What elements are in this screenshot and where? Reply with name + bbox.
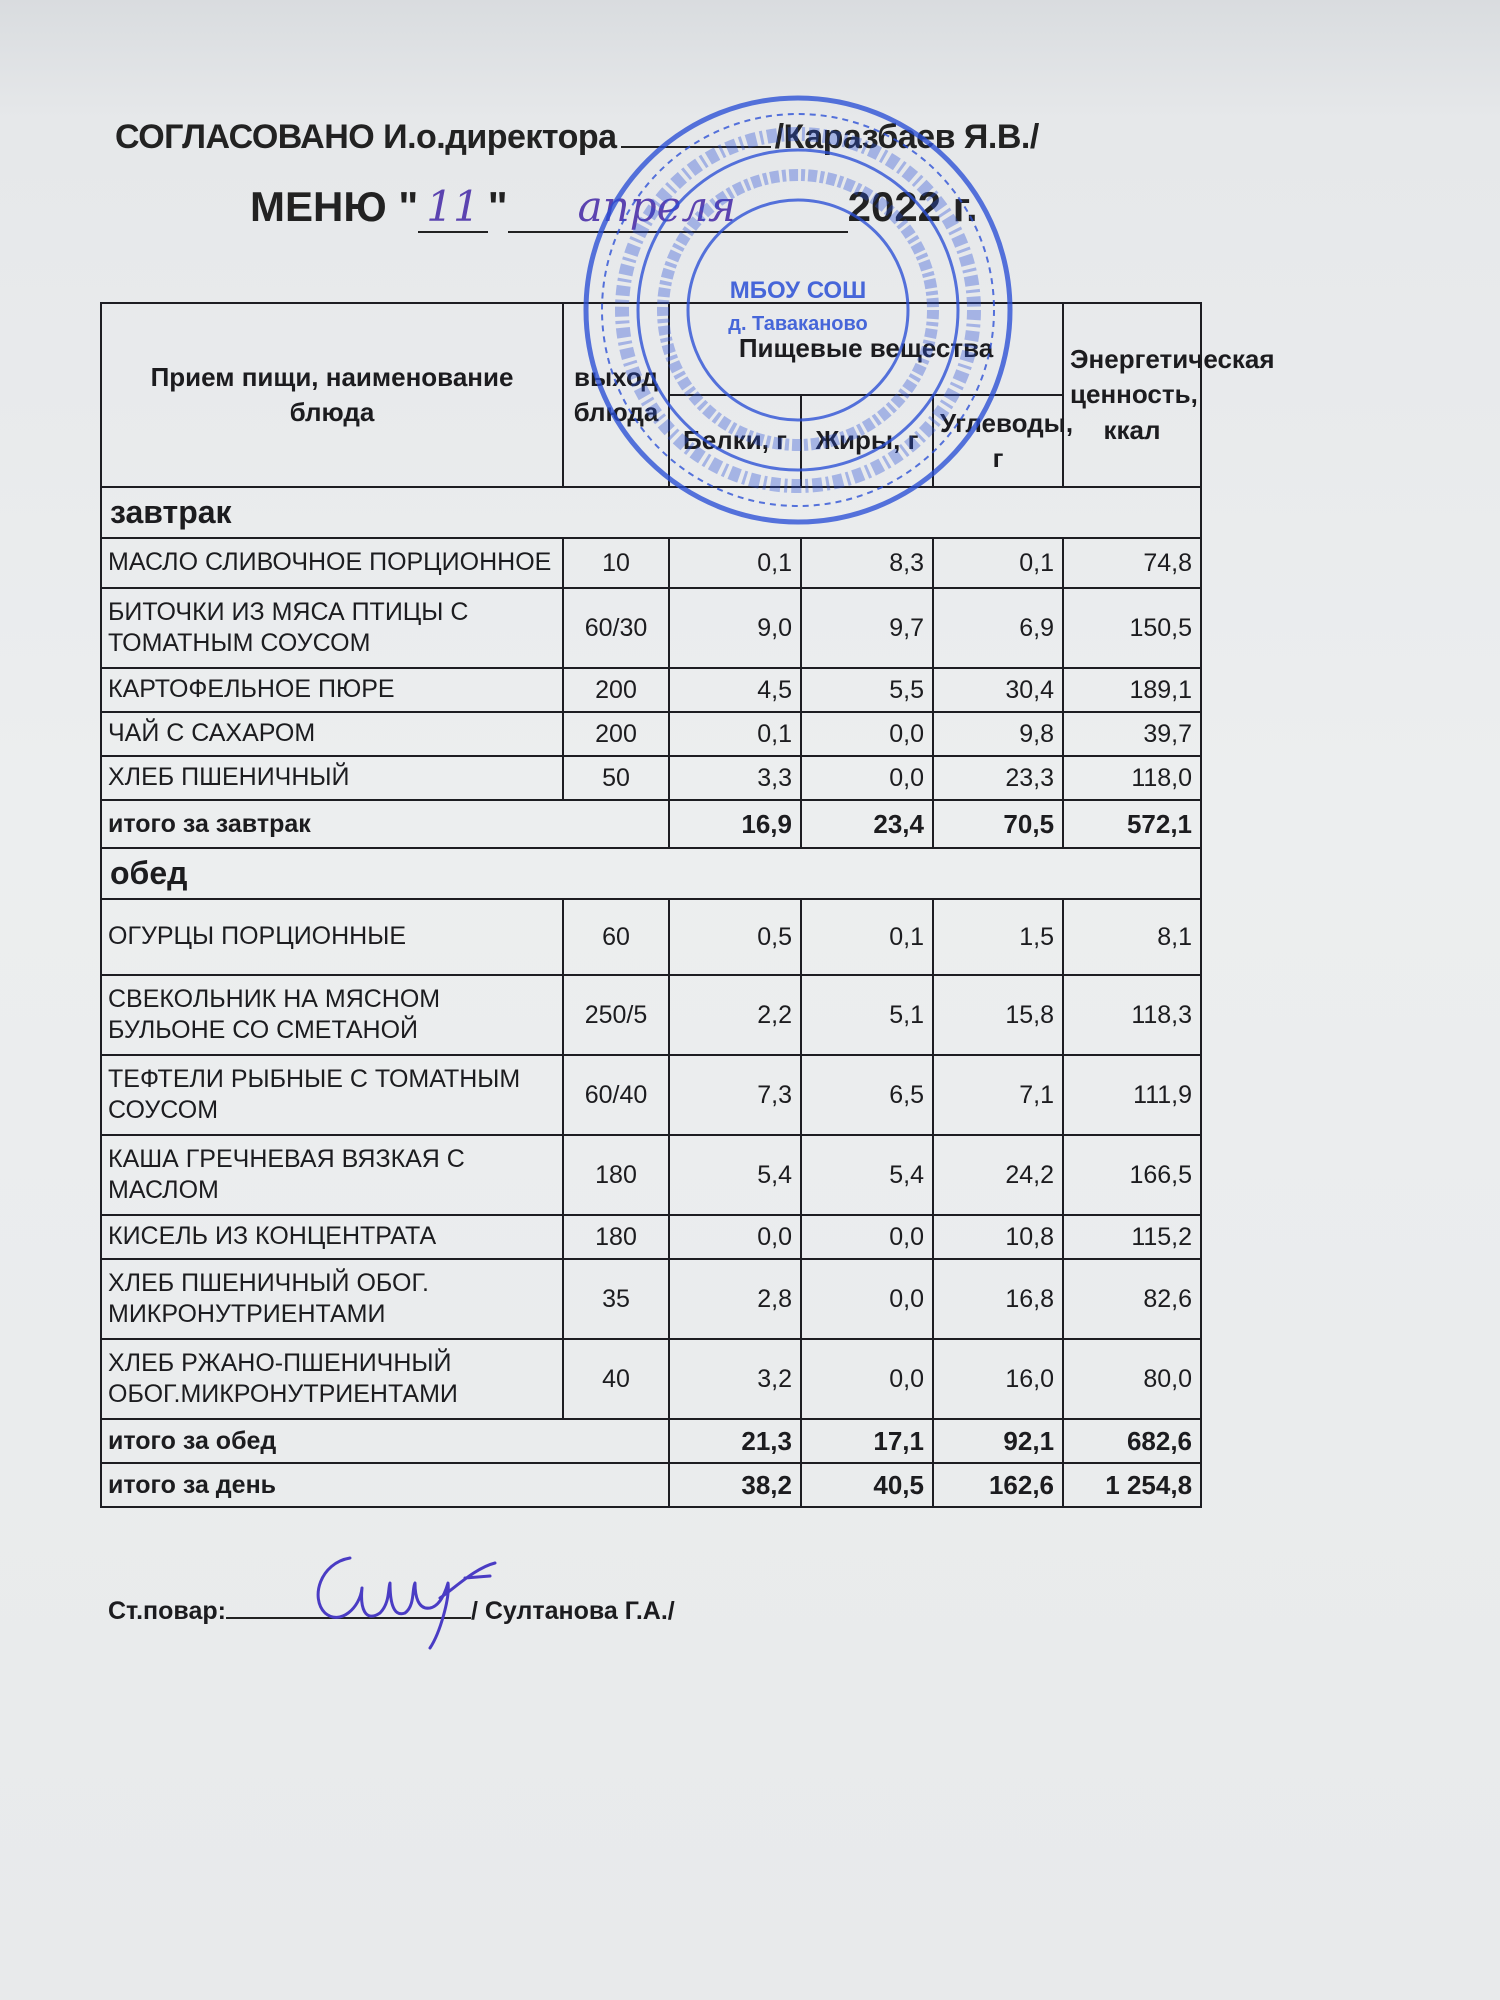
section-breakfast xyxy=(101,487,1201,538)
header-protein: Белки, г xyxy=(669,395,801,487)
dish-energy: 118,3 xyxy=(1063,975,1201,1055)
total-energy: 1 254,8 xyxy=(1063,1463,1201,1507)
dish-energy: 8,1 xyxy=(1063,899,1201,975)
dish-fat: 0,0 xyxy=(801,1259,933,1339)
dish-energy: 118,0 xyxy=(1063,756,1201,800)
dish-name: МАСЛО СЛИВОЧНОЕ ПОРЦИОННОЕ xyxy=(101,538,563,588)
dish-fat: 0,0 xyxy=(801,1339,933,1419)
dish-energy: 189,1 xyxy=(1063,668,1201,712)
dish-carbs: 15,8 xyxy=(933,975,1063,1055)
dish-energy: 150,5 xyxy=(1063,588,1201,668)
dish-name: ЧАЙ С САХАРОМ xyxy=(101,712,563,756)
total-energy: 682,6 xyxy=(1063,1419,1201,1463)
dish-energy: 80,0 xyxy=(1063,1339,1201,1419)
total-protein: 16,9 xyxy=(669,800,801,848)
header-yield: выход блюда xyxy=(563,303,669,487)
dish-fat: 0,0 xyxy=(801,756,933,800)
table-row xyxy=(101,668,1201,712)
stamp-center-top: МБОУ СОШ xyxy=(729,277,867,304)
dish-protein: 2,2 xyxy=(669,975,801,1055)
dish-protein: 0,1 xyxy=(669,712,801,756)
dish-fat: 5,4 xyxy=(801,1135,933,1215)
dish-name: ХЛЕБ ПШЕНИЧНЫЙ xyxy=(101,756,563,800)
dish-carbs: 0,1 xyxy=(933,538,1063,588)
table-row xyxy=(101,1339,1201,1419)
menu-date-line xyxy=(250,182,978,233)
dish-protein: 0,5 xyxy=(669,899,801,975)
dish-yield: 200 xyxy=(563,712,669,756)
dish-name: КИСЕЛЬ ИЗ КОНЦЕНТРАТА xyxy=(101,1215,563,1259)
header-energy: Энергетическая ценность, ккал xyxy=(1063,303,1201,487)
dish-yield: 60/30 xyxy=(563,588,669,668)
dish-carbs: 16,8 xyxy=(933,1259,1063,1339)
dish-carbs: 1,5 xyxy=(933,899,1063,975)
dish-yield: 60 xyxy=(563,899,669,975)
approval-suffix: /Каразбаев Я.В./ xyxy=(774,118,1039,156)
table-row xyxy=(101,1215,1201,1259)
total-protein: 21,3 xyxy=(669,1419,801,1463)
dish-name: ТЕФТЕЛИ РЫБНЫЕ С ТОМАТНЫМ СОУСОМ xyxy=(101,1055,563,1135)
total-label: итого за обед xyxy=(101,1419,669,1463)
dish-name: ХЛЕБ ПШЕНИЧНЫЙ ОБОГ. МИКРОНУТРИЕНТАМИ xyxy=(101,1259,563,1339)
dish-yield: 10 xyxy=(563,538,669,588)
dish-yield: 60/40 xyxy=(563,1055,669,1135)
total-carbs: 162,6 xyxy=(933,1463,1063,1507)
dish-name: БИТОЧКИ ИЗ МЯСА ПТИЦЫ С ТОМАТНЫМ СОУСОМ xyxy=(101,588,563,668)
dish-protein: 0,0 xyxy=(669,1215,801,1259)
approval-prefix: СОГЛАСОВАНО И.о.директора xyxy=(115,118,617,156)
dish-carbs: 24,2 xyxy=(933,1135,1063,1215)
dish-name: ХЛЕБ РЖАНО-ПШЕНИЧНЫЙ ОБОГ.МИКРОНУТРИЕНТАМИ xyxy=(101,1339,563,1419)
total-fat: 17,1 xyxy=(801,1419,933,1463)
menu-year: 2022 г. xyxy=(847,183,978,230)
dish-protein: 4,5 xyxy=(669,668,801,712)
dish-yield: 50 xyxy=(563,756,669,800)
dish-carbs: 30,4 xyxy=(933,668,1063,712)
dish-fat: 8,3 xyxy=(801,538,933,588)
table-row xyxy=(101,1259,1201,1339)
dish-yield: 180 xyxy=(563,1215,669,1259)
dish-fat: 0,1 xyxy=(801,899,933,975)
dish-name: КАША ГРЕЧНЕВАЯ ВЯЗКАЯ С МАСЛОМ xyxy=(101,1135,563,1215)
dish-carbs: 23,3 xyxy=(933,756,1063,800)
dish-energy: 166,5 xyxy=(1063,1135,1201,1215)
dish-protein: 7,3 xyxy=(669,1055,801,1135)
dish-carbs: 6,9 xyxy=(933,588,1063,668)
dish-protein: 3,3 xyxy=(669,756,801,800)
table-row xyxy=(101,538,1201,588)
menu-month: апреля xyxy=(508,182,848,233)
total-protein: 38,2 xyxy=(669,1463,801,1507)
section-lunch xyxy=(101,848,1201,899)
total-label: итого за завтрак xyxy=(101,800,669,848)
total-label: итого за день xyxy=(101,1463,669,1507)
dish-fat: 0,0 xyxy=(801,1215,933,1259)
dish-name: КАРТОФЕЛЬНОЕ ПЮРЕ xyxy=(101,668,563,712)
dish-yield: 35 xyxy=(563,1259,669,1339)
header-nutrients: Пищевые вещества xyxy=(669,303,1063,395)
total-energy: 572,1 xyxy=(1063,800,1201,848)
table-row xyxy=(101,756,1201,800)
table-row xyxy=(101,712,1201,756)
dish-protein: 0,1 xyxy=(669,538,801,588)
dish-fat: 0,0 xyxy=(801,712,933,756)
table-row xyxy=(101,975,1201,1055)
dish-fat: 5,1 xyxy=(801,975,933,1055)
header-meal: Прием пищи, наименование блюда xyxy=(101,303,563,487)
total-carbs: 92,1 xyxy=(933,1419,1063,1463)
dish-protein: 2,8 xyxy=(669,1259,801,1339)
dish-protein: 3,2 xyxy=(669,1339,801,1419)
dish-carbs: 7,1 xyxy=(933,1055,1063,1135)
menu-quote-close: " xyxy=(487,183,508,230)
table-row xyxy=(101,588,1201,668)
dish-energy: 39,7 xyxy=(1063,712,1201,756)
menu-day: 11 xyxy=(418,182,487,233)
cook-signature xyxy=(290,1538,500,1658)
section-title: обед xyxy=(101,848,1201,899)
approval-line xyxy=(115,118,1039,157)
dish-yield: 180 xyxy=(563,1135,669,1215)
dish-energy: 115,2 xyxy=(1063,1215,1201,1259)
cook-label: Ст.повар: xyxy=(108,1597,226,1625)
table-row xyxy=(101,899,1201,975)
dish-yield: 40 xyxy=(563,1339,669,1419)
menu-label: МЕНЮ " xyxy=(250,183,419,230)
header-carbs: Углеводы, г xyxy=(933,395,1063,487)
header-fat: Жиры, г xyxy=(801,395,933,487)
table-row xyxy=(101,1135,1201,1215)
dish-name: ОГУРЦЫ ПОРЦИОННЫЕ xyxy=(101,899,563,975)
dish-fat: 6,5 xyxy=(801,1055,933,1135)
dish-fat: 5,5 xyxy=(801,668,933,712)
dish-yield: 250/5 xyxy=(563,975,669,1055)
total-carbs: 70,5 xyxy=(933,800,1063,848)
lunch-total-row xyxy=(101,1419,1201,1463)
cook-name: / Султанова Г.А./ xyxy=(470,1597,675,1625)
dish-name: СВЕКОЛЬНИК НА МЯСНОМ БУЛЬОНЕ СО СМЕТАНОЙ xyxy=(101,975,563,1055)
total-fat: 40,5 xyxy=(801,1463,933,1507)
menu-table xyxy=(100,302,1275,1508)
total-fat: 23,4 xyxy=(801,800,933,848)
dish-energy: 74,8 xyxy=(1063,538,1201,588)
table-row xyxy=(101,1055,1201,1135)
dish-carbs: 9,8 xyxy=(933,712,1063,756)
dish-carbs: 16,0 xyxy=(933,1339,1063,1419)
section-title: завтрак xyxy=(101,487,1201,538)
dish-energy: 111,9 xyxy=(1063,1055,1201,1135)
stamp-center-bottom: д. Таваканово xyxy=(728,313,868,335)
dish-protein: 9,0 xyxy=(669,588,801,668)
dish-yield: 200 xyxy=(563,668,669,712)
dish-carbs: 10,8 xyxy=(933,1215,1063,1259)
day-total-row xyxy=(101,1463,1201,1507)
dish-protein: 5,4 xyxy=(669,1135,801,1215)
breakfast-total-row xyxy=(101,800,1201,848)
dish-energy: 82,6 xyxy=(1063,1259,1201,1339)
dish-fat: 9,7 xyxy=(801,588,933,668)
director-signature-blank xyxy=(621,118,771,148)
